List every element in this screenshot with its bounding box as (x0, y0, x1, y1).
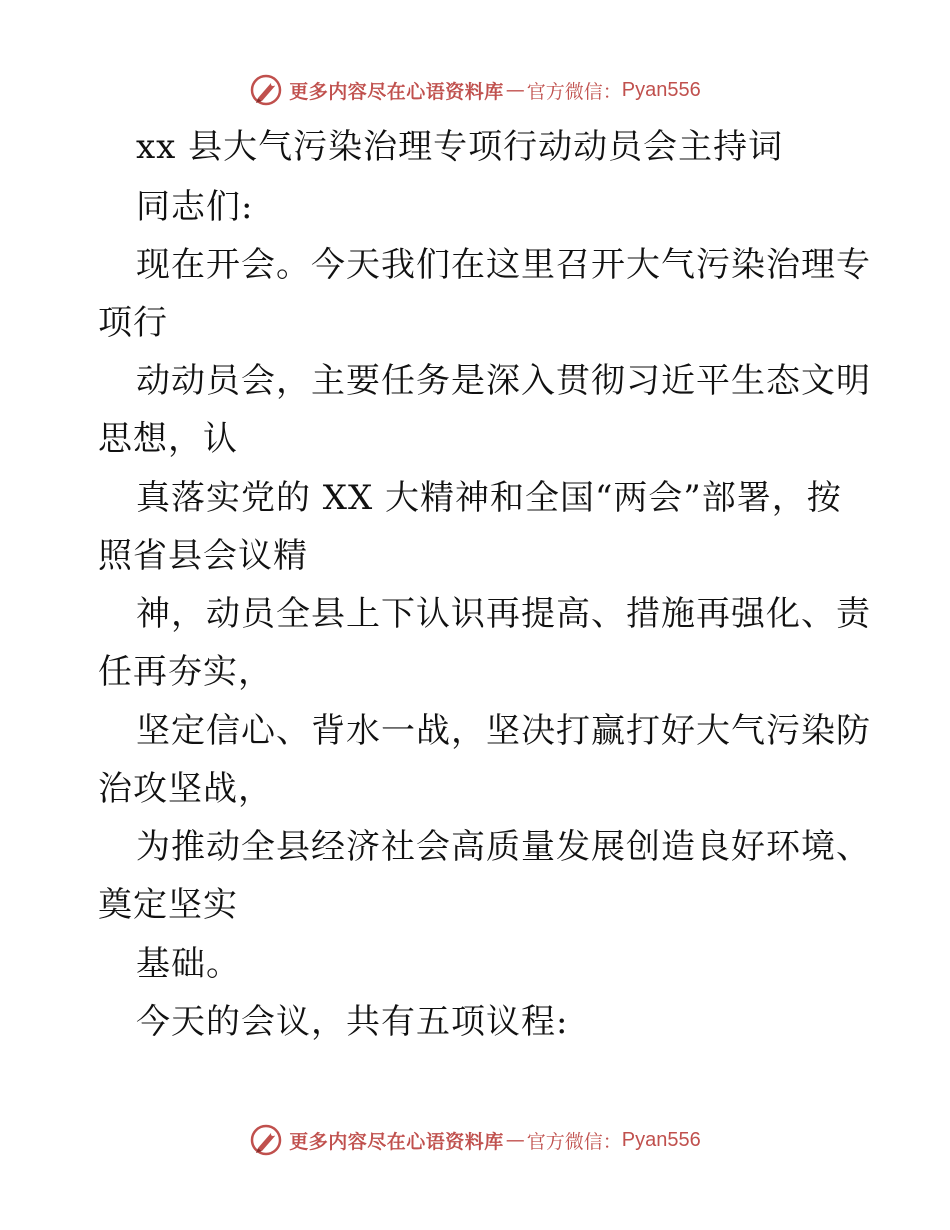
footer-banner (0, 1118, 950, 1162)
banner-wechat-id: Pyan556 (621, 1128, 701, 1151)
header-banner (0, 68, 950, 112)
paragraph-line: 奠定坚实 (98, 885, 238, 925)
paragraph-line: 真落实党的 XX 大精神和全国“两会”部署，按 (136, 478, 842, 518)
paragraph-line: 治攻坚战， (98, 769, 273, 809)
banner-label: 官方微信： (526, 1130, 622, 1153)
paragraph-line: 照省县会议精 (98, 536, 308, 576)
banner-separator: — (505, 1129, 525, 1151)
banner-label: 官方微信： (526, 80, 622, 103)
paragraph-line: 任再夯实， (98, 652, 273, 692)
document-title: xx 县大气污染治理专项行动动员会主持词 (136, 127, 784, 167)
banner-separator: — (505, 79, 525, 101)
pen-logo-icon (249, 1123, 283, 1157)
paragraph-line: 今天的会议，共有五项议程: (136, 1002, 569, 1042)
paragraph-line: 项行 (98, 303, 168, 343)
paragraph-line: 现在开会。今天我们在这里召开大气污染治理专 (136, 245, 871, 285)
banner-wechat-id: Pyan556 (621, 78, 701, 101)
pen-logo-icon (249, 73, 283, 107)
paragraph-line: 思想，认 (98, 419, 238, 459)
paragraph-line: 坚定信心、背水一战，坚决打赢打好大气污染防 (136, 711, 871, 751)
paragraph-line: 基础。 (136, 944, 241, 984)
paragraph-line: 为推动全县经济社会高质量发展创造良好环境、 (136, 827, 871, 867)
banner-main-text: 更多内容尽在心语资料库 (289, 80, 504, 103)
banner-main-text: 更多内容尽在心语资料库 (289, 1130, 504, 1153)
paragraph-line: 神，动员全县上下认识再提高、措施再强化、责 (136, 594, 871, 634)
paragraph-line: 动动员会，主要任务是深入贯彻习近平生态文明 (136, 361, 871, 401)
paragraph-line: 同志们: (136, 187, 254, 227)
